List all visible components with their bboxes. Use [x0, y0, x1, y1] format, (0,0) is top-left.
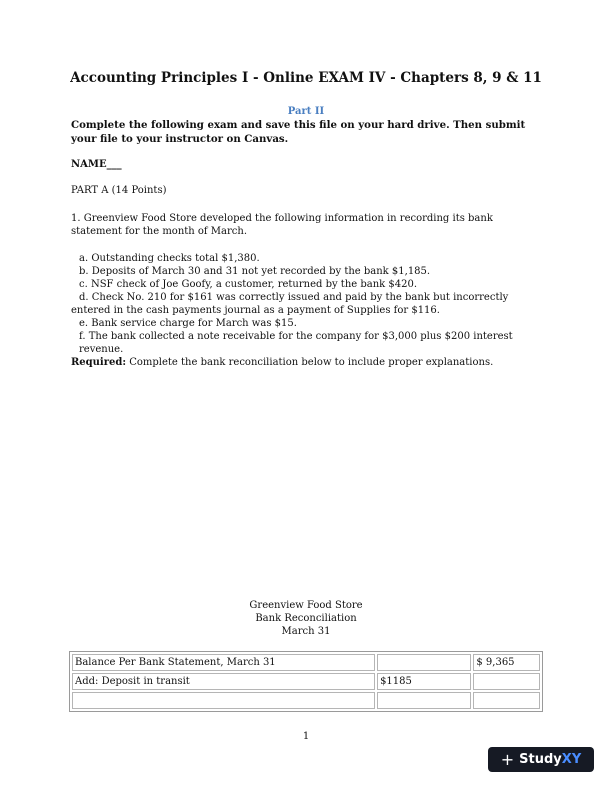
- recon-company: Greenview Food Store: [249, 600, 363, 611]
- required-label: Required:: [71, 357, 127, 368]
- table-cell-total[interactable]: [473, 673, 540, 690]
- table-cell-amount[interactable]: [377, 654, 471, 671]
- table-cell-label[interactable]: [72, 692, 375, 709]
- table-cell-total[interactable]: $ 9,365: [473, 654, 540, 671]
- table-row: [72, 692, 540, 709]
- table-cell-amount[interactable]: $1185: [377, 673, 471, 690]
- part-a-label: PART A (14 Points): [71, 185, 167, 196]
- item-d: d. Check No. 210 for $161 was correctly issued and paid by the bank but incorrectly entered in the cash payments journal as a payment of Supplies for $116.: [71, 292, 509, 316]
- item-b: b. Deposits of March 30 and 31 not yet recorded by the bank $1,185.: [79, 266, 431, 277]
- item-f: f. The bank collected a note receivable for the company for $3,000 plus $200 interest revenue.: [79, 331, 513, 355]
- badge-study-text: Study: [519, 752, 562, 767]
- studyxy-badge[interactable]: [488, 747, 594, 772]
- item-e: e. Bank service charge for March was $15.: [79, 318, 297, 329]
- name-field-label: NAME___: [71, 159, 122, 170]
- reconciliation-table: [69, 651, 543, 712]
- question-items-list: [71, 252, 541, 356]
- recon-title: Bank Reconciliation: [255, 613, 357, 624]
- badge-xy-text: XY: [561, 752, 582, 767]
- table-cell-total[interactable]: [473, 692, 540, 709]
- page-number: 1: [302, 731, 310, 742]
- required-instruction: [71, 357, 541, 368]
- table-row: [72, 654, 540, 671]
- plus-icon: +: [500, 750, 515, 769]
- question-1-text: 1. Greenview Food Store developed the following information in recording its bank statement for the month of March.: [71, 213, 493, 237]
- document-title: Accounting Principles I - Online EXAM IV - Chapters 8, 9 & 11: [70, 70, 542, 86]
- part-heading: Part II: [287, 106, 325, 117]
- instructions: Complete the following exam and save this file on your hard drive. Then submit your file to your instructor on Canvas.: [71, 119, 526, 145]
- item-c: c. NSF check of Joe Goofy, a customer, returned by the bank $420.: [79, 279, 418, 290]
- reconciliation-heading: [0, 599, 612, 638]
- table-cell-label[interactable]: Add: Deposit in transit: [72, 673, 375, 690]
- recon-date: March 31: [281, 626, 331, 637]
- table-row: [72, 673, 540, 690]
- table-cell-amount[interactable]: [377, 692, 471, 709]
- required-text: Complete the bank reconciliation below to include proper explanations.: [126, 357, 494, 368]
- item-a: a. Outstanding checks total $1,380.: [79, 253, 260, 264]
- table-cell-label[interactable]: Balance Per Bank Statement, March 31: [72, 654, 375, 671]
